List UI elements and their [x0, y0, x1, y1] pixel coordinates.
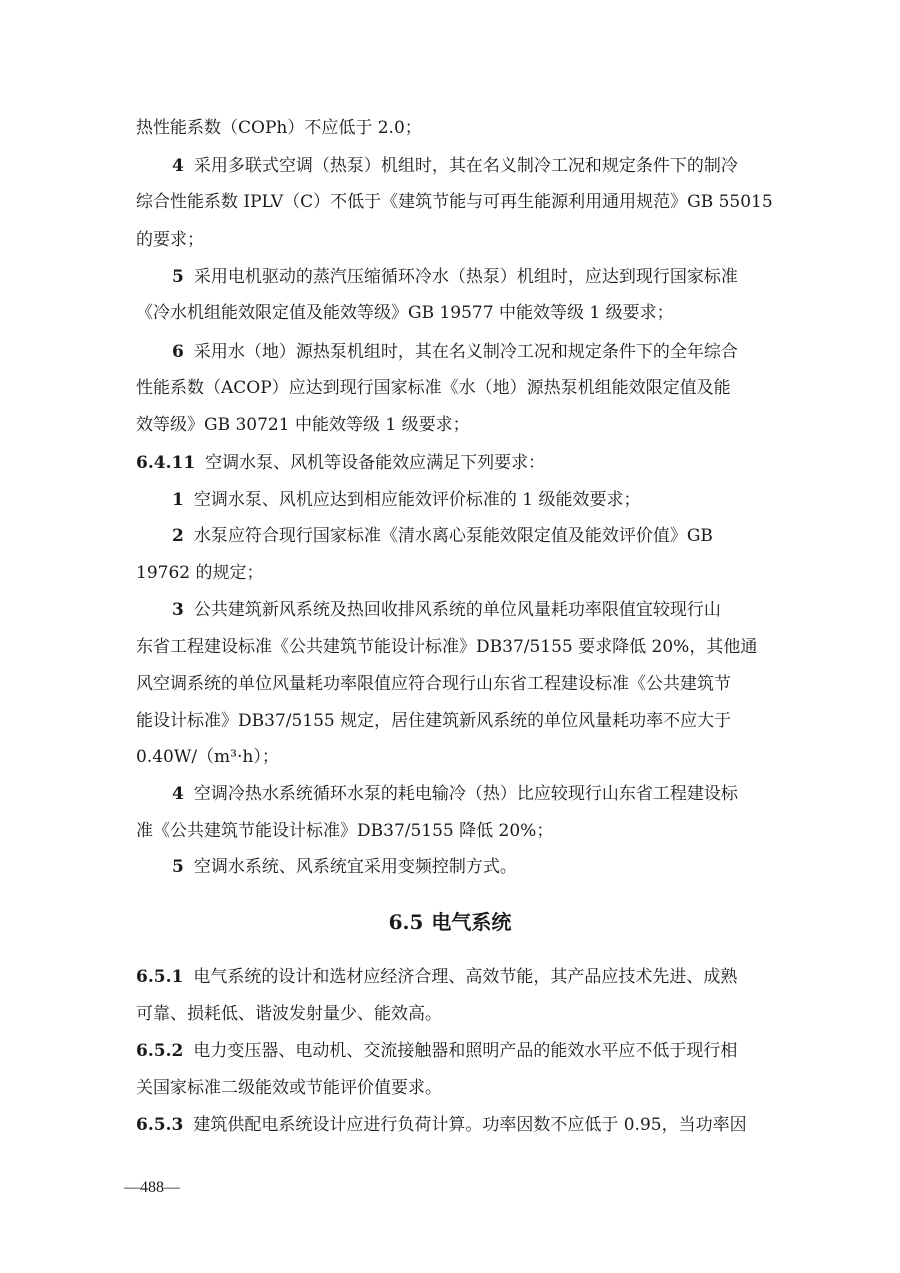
text-line: 0.40W/（m³·h）；	[136, 747, 279, 767]
list-item-6: 6 采用水（地）源热泵机组时，其在名义制冷工况和规定条件下的全年综合	[172, 342, 738, 362]
text-line: 风空调系统的单位风量耗功率限值应符合现行山东省工程建设标准《公共建筑节	[136, 674, 731, 694]
page-number: —488—	[124, 1179, 180, 1196]
list-item-3: 3 公共建筑新风系统及热回收排风系统的单位风量耗功率限值宜较现行山	[172, 600, 721, 620]
text-line: 性能系数（ACOP）应达到现行国家标准《水（地）源热泵机组能效限定值及能	[136, 378, 731, 398]
text-line: 的要求；	[136, 230, 204, 250]
text-line: 准《公共建筑节能设计标准》DB37/5155 降低 20%；	[136, 821, 554, 841]
text-line: 《冷水机组能效限定值及能效等级》GB 19577 中能效等级 1 级要求；	[136, 303, 674, 323]
text-line: 关国家标准二级能效或节能评价值要求。	[136, 1078, 442, 1098]
list-item-2: 2 水泵应符合现行国家标准《清水离心泵能效限定值及能效评价值》GB	[172, 526, 713, 546]
text-line: 可靠、损耗低、谐波发射量少、能效高。	[136, 1004, 442, 1024]
list-item-1: 1 空调水泵、风机应达到相应能效评价标准的 1 级能效要求；	[172, 490, 641, 510]
section-heading	[0, 909, 900, 935]
text-line: 热性能系数（COPh）不应低于 2.0；	[136, 118, 422, 138]
list-item-5: 5 空调水系统、风系统宜采用变频控制方式。	[172, 857, 517, 877]
section-number: 6.5	[388, 910, 424, 934]
section-title: 电气系统	[431, 910, 512, 934]
clause-6-5-1: 6.5.1 电气系统的设计和选材应经济合理、高效节能，其产品应技术先进、成熟	[136, 967, 738, 987]
item-number: 6	[172, 342, 184, 362]
list-item-5: 5 采用电机驱动的蒸汽压缩循环冷水（热泵）机组时，应达到现行国家标准	[172, 267, 738, 287]
clause-number: 6.5.3	[136, 1115, 184, 1135]
text-line: 综合性能系数 IPLV（C）不低于《建筑节能与可再生能源利用通用规范》GB 55015	[136, 192, 773, 212]
text-line: 能设计标准》DB37/5155 规定，居住建筑新风系统的单位风量耗功率不应大于	[136, 711, 732, 731]
clause-number: 6.4.11	[136, 453, 196, 473]
item-number: 4	[172, 784, 184, 804]
clause-number: 6.5.2	[136, 1041, 184, 1061]
clause-6-4-11: 6.4.11 空调水泵、风机等设备能效应满足下列要求：	[136, 453, 546, 473]
text-line: 东省工程建设标准《公共建筑节能设计标准》DB37/5155 要求降低 20%，其他通	[136, 637, 758, 657]
text-line: 效等级》GB 30721 中能效等级 1 级要求；	[136, 415, 470, 435]
item-number: 1	[172, 490, 184, 510]
clause-number: 6.5.1	[136, 967, 184, 987]
list-item-4: 4 空调冷热水系统循环水泵的耗电输冷（热）比应较现行山东省工程建设标	[172, 784, 738, 804]
item-number: 4	[172, 156, 184, 176]
clause-6-5-3: 6.5.3 建筑供配电系统设计应进行负荷计算。功率因数不应低于 0.95，当功率因	[136, 1115, 747, 1135]
item-number: 3	[172, 600, 184, 620]
clause-6-5-2: 6.5.2 电力变压器、电动机、交流接触器和照明产品的能效水平应不低于现行相	[136, 1041, 738, 1061]
list-item-4: 4 采用多联式空调（热泵）机组时，其在名义制冷工况和规定条件下的制冷	[172, 156, 738, 176]
text-line: 19762 的规定；	[136, 563, 264, 583]
item-number: 5	[172, 857, 184, 877]
item-number: 5	[172, 267, 184, 287]
item-number: 2	[172, 526, 184, 546]
